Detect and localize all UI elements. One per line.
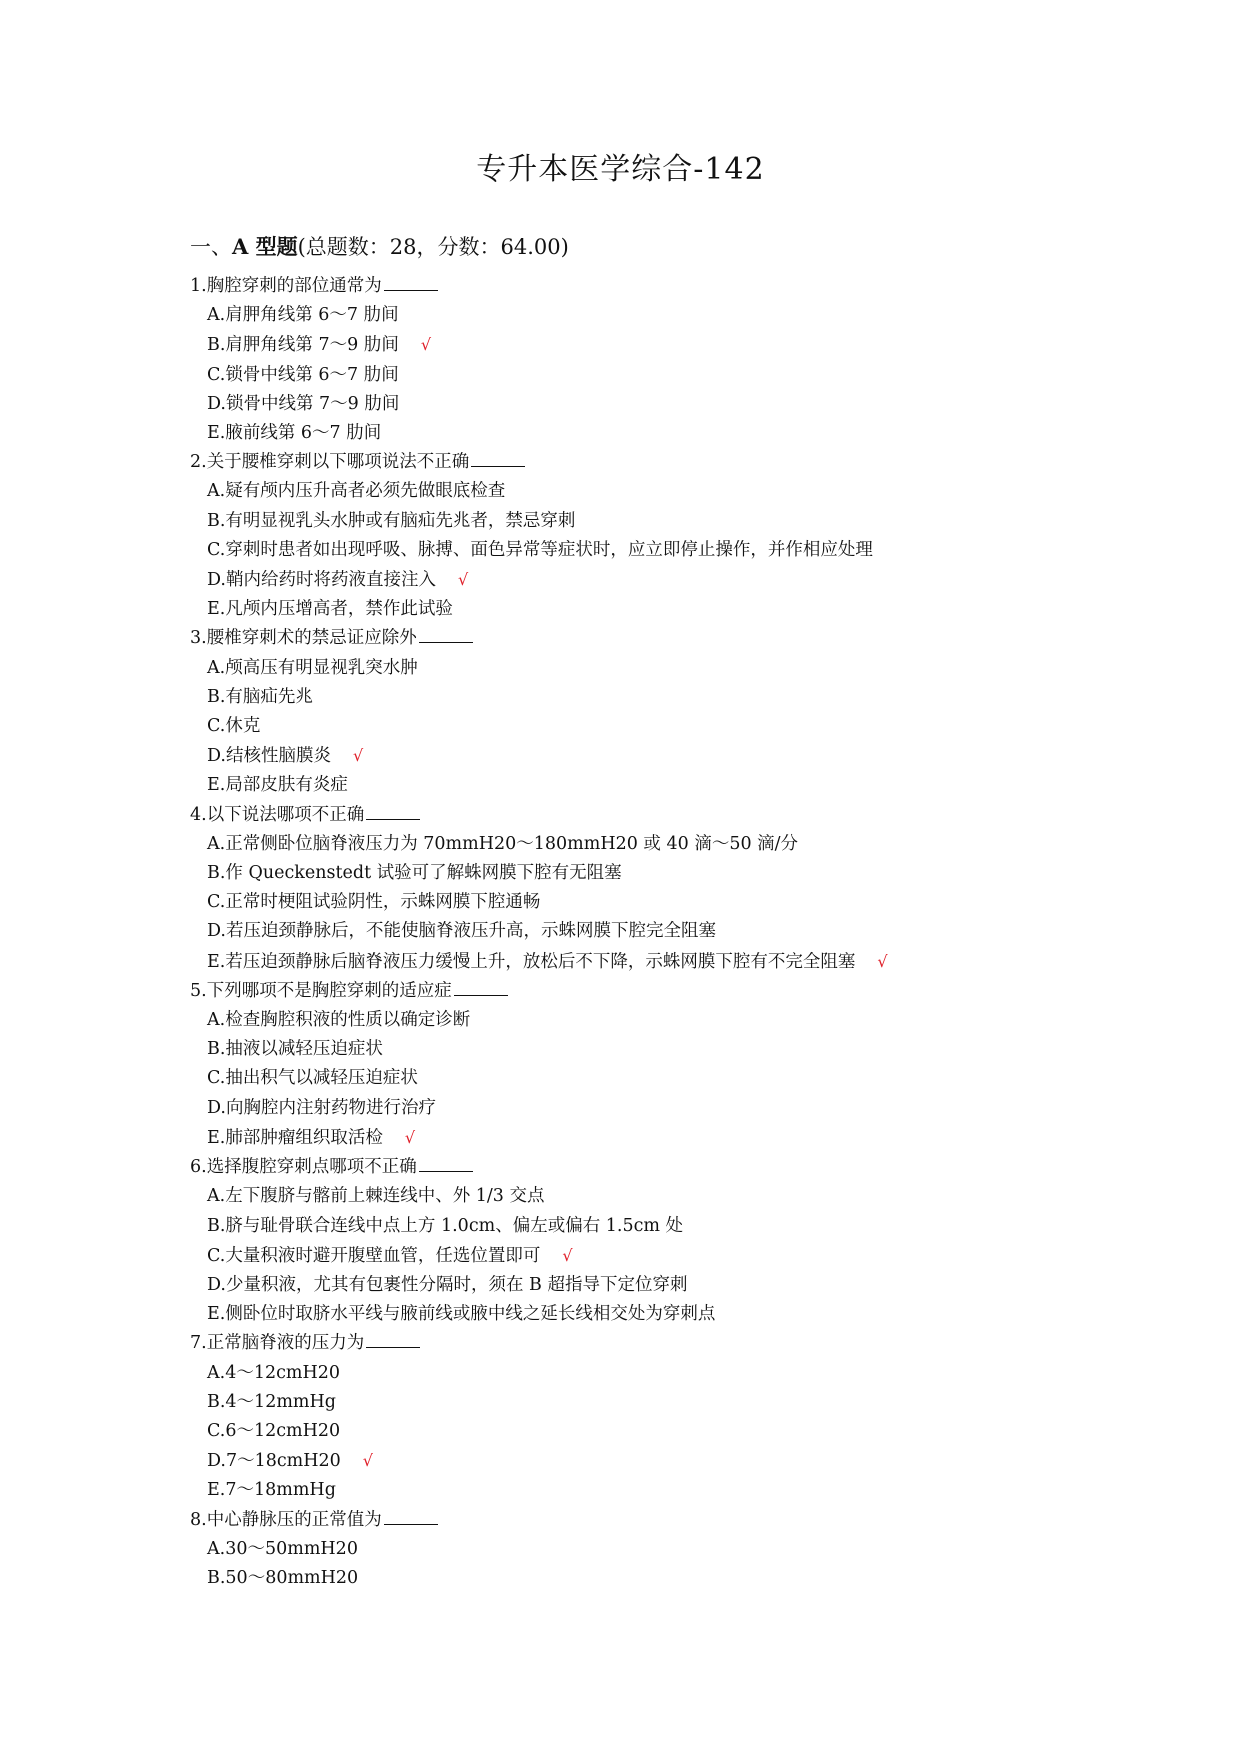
answer-option bbox=[190, 536, 1190, 565]
answer-option-text: B.50～80mmH20 bbox=[207, 1567, 359, 1588]
answer-option-text: C.休克 bbox=[207, 716, 261, 737]
answer-option-text: E.7～18mmHg bbox=[207, 1480, 336, 1501]
answer-option-text: C.正常时梗阻试验阴性，示蛛网膜下腔通畅 bbox=[207, 892, 541, 913]
question-stem bbox=[190, 977, 1190, 1006]
answer-option-text: C.锁骨中线第 6～7 肋间 bbox=[207, 364, 399, 385]
answer-option-text: E.肺部肿瘤组织取活检 bbox=[207, 1127, 383, 1148]
answer-option-text: E.腋前线第 6～7 肋间 bbox=[207, 423, 382, 444]
section-info: (总题数：28，分数：64.00) bbox=[297, 235, 569, 259]
answer-option bbox=[190, 361, 1190, 390]
question-stem bbox=[190, 1329, 1190, 1358]
answer-option bbox=[190, 477, 1190, 506]
answer-option-text: A.检查胸腔积液的性质以确定诊断 bbox=[207, 1010, 471, 1031]
answer-option bbox=[190, 654, 1190, 683]
answer-option-text: E.局部皮肤有炎症 bbox=[207, 775, 348, 796]
answer-option bbox=[190, 1564, 1190, 1593]
answer-option bbox=[190, 830, 1190, 859]
answer-option bbox=[190, 1417, 1190, 1446]
answer-blank bbox=[366, 1345, 420, 1348]
answer-option-text: D.结核性脑膜炎 bbox=[207, 746, 331, 767]
question-item bbox=[190, 1153, 1190, 1329]
question-item bbox=[190, 624, 1190, 800]
answer-option-text: D.向胸腔内注射药物进行治疗 bbox=[207, 1097, 436, 1118]
question-stem-text: 6.选择腹腔穿刺点哪项不正确 bbox=[190, 1157, 417, 1178]
correct-check-icon: √ bbox=[352, 746, 364, 766]
question-stem-text: 5.下列哪项不是胸腔穿刺的适应症 bbox=[190, 980, 452, 1001]
answer-option bbox=[190, 741, 1190, 771]
correct-check-icon: √ bbox=[362, 1451, 373, 1471]
question-stem-text: 4.以下说法哪项不正确 bbox=[190, 804, 365, 825]
question-stem bbox=[190, 1506, 1190, 1535]
answer-option-text: E.侧卧位时取脐水平线与腋前线或腋中线之延长线相交处为穿刺点 bbox=[207, 1304, 716, 1325]
question-stem-text: 2.关于腰椎穿刺以下哪项说法不正确 bbox=[190, 452, 470, 473]
answer-option-text: A.30～50mmH20 bbox=[207, 1538, 358, 1559]
question-stem-text: 3.腰椎穿刺术的禁忌证应除外 bbox=[190, 628, 417, 649]
question-stem bbox=[190, 801, 1190, 830]
answer-option-text: C.抽出积气以减轻压迫症状 bbox=[207, 1068, 418, 1089]
answer-blank bbox=[419, 1169, 473, 1172]
answer-option-text: C.大量积液时避开腹壁血管，任选位置即可 bbox=[207, 1245, 541, 1266]
answer-option bbox=[190, 1035, 1190, 1064]
answer-option-text: B.脐与耻骨联合连线中点上方 1.0cm、偏左或偏右 1.5cm 处 bbox=[207, 1215, 684, 1236]
answer-option bbox=[190, 859, 1190, 888]
answer-option-text: A.4～12cmH20 bbox=[207, 1362, 341, 1383]
answer-blank bbox=[384, 1522, 438, 1525]
answer-option bbox=[190, 888, 1190, 917]
answer-option bbox=[190, 1182, 1190, 1211]
answer-option-text: D.锁骨中线第 7～9 肋间 bbox=[207, 393, 400, 414]
answer-option-text: A.左下腹脐与髂前上棘连线中、外 1/3 交点 bbox=[207, 1186, 545, 1207]
answer-option bbox=[190, 390, 1190, 419]
answer-option-text: D.少量积液，尤其有包裹性分隔时，须在 B 超指导下定位穿刺 bbox=[207, 1274, 688, 1295]
answer-option bbox=[190, 1446, 1190, 1476]
answer-blank bbox=[366, 817, 420, 820]
answer-option bbox=[190, 301, 1190, 330]
answer-option-text: A.颅高压有明显视乳突水肿 bbox=[207, 657, 418, 678]
answer-option-text: A.正常侧卧位脑脊液压力为 70mmH20～180mmH20 或 40 滴～50 滴/分 bbox=[207, 833, 799, 854]
answer-option bbox=[190, 1359, 1190, 1388]
question-item bbox=[190, 1329, 1190, 1505]
answer-blank bbox=[454, 993, 508, 996]
question-item bbox=[190, 272, 1190, 448]
section-heading bbox=[190, 232, 569, 262]
answer-option bbox=[190, 419, 1190, 448]
answer-blank bbox=[419, 640, 473, 643]
answer-option bbox=[190, 1476, 1190, 1505]
answer-blank bbox=[471, 464, 525, 467]
question-stem bbox=[190, 624, 1190, 653]
answer-option-text: D.若压迫颈静脉后，不能使脑脊液压升高，示蛛网膜下腔完全阻塞 bbox=[207, 921, 716, 942]
answer-option-text: A.肩胛角线第 6～7 肋间 bbox=[207, 305, 399, 326]
question-stem-text: 1.胸腔穿刺的部位通常为 bbox=[190, 276, 382, 296]
document-title: 专升本医学综合-142 bbox=[476, 152, 765, 187]
question-item bbox=[190, 801, 1190, 977]
answer-option bbox=[190, 1064, 1190, 1093]
answer-option-text: E.若压迫颈静脉后脑脊液压力缓慢上升，放松后不下降，示蛛网膜下腔有不完全阻塞 bbox=[207, 951, 856, 972]
answer-option-text: E.凡颅内压增高者，禁作此试验 bbox=[207, 599, 453, 620]
answer-option-text: B.有脑疝先兆 bbox=[207, 686, 313, 707]
answer-option bbox=[190, 1212, 1190, 1241]
answer-option bbox=[190, 595, 1190, 624]
answer-option bbox=[190, 712, 1190, 741]
question-item bbox=[190, 448, 1190, 624]
answer-option bbox=[190, 1094, 1190, 1123]
answer-option bbox=[190, 947, 1190, 977]
answer-option-text: B.作 Queckenstedt 试验可了解蛛网膜下腔有无阻塞 bbox=[207, 863, 622, 884]
question-list bbox=[190, 272, 1190, 1593]
answer-option bbox=[190, 1535, 1190, 1564]
correct-check-icon: √ bbox=[562, 1245, 573, 1265]
question-stem bbox=[190, 1153, 1190, 1182]
answer-option bbox=[190, 330, 1190, 360]
answer-option bbox=[190, 917, 1190, 946]
correct-check-icon: √ bbox=[420, 335, 432, 355]
answer-option bbox=[190, 1123, 1190, 1153]
answer-option bbox=[190, 1006, 1190, 1035]
answer-option bbox=[190, 1388, 1190, 1417]
question-stem-text: 8.中心静脉压的正常值为 bbox=[190, 1509, 382, 1530]
answer-option bbox=[190, 1300, 1190, 1329]
answer-blank bbox=[384, 288, 438, 291]
answer-option-text: B.抽液以减轻压迫症状 bbox=[207, 1039, 383, 1060]
correct-check-icon: √ bbox=[877, 951, 888, 971]
answer-option-text: C.穿刺时患者如出现呼吸、脉搏、面色异常等症状时，应立即停止操作，并作相应处理 bbox=[207, 539, 873, 560]
question-stem bbox=[190, 448, 1190, 477]
answer-option-text: D.鞘内给药时将药液直接注入 bbox=[207, 570, 436, 591]
answer-option-text: A.疑有颅内压升高者必须先做眼底检查 bbox=[207, 481, 506, 502]
question-stem-text: 7.正常脑脊液的压力为 bbox=[190, 1333, 365, 1354]
answer-option-text: B.有明显视乳头水肿或有脑疝先兆者，禁忌穿刺 bbox=[207, 510, 576, 531]
answer-option-text: D.7～18cmH20 bbox=[207, 1451, 341, 1472]
question-item bbox=[190, 1506, 1190, 1594]
section-name: A 型题 bbox=[232, 234, 298, 259]
answer-option bbox=[190, 683, 1190, 712]
question-item bbox=[190, 977, 1190, 1153]
correct-check-icon: √ bbox=[404, 1127, 416, 1147]
correct-check-icon: √ bbox=[457, 570, 469, 590]
answer-option bbox=[190, 771, 1190, 800]
answer-option bbox=[190, 1241, 1190, 1271]
answer-option bbox=[190, 565, 1190, 595]
answer-option bbox=[190, 1271, 1190, 1300]
answer-option-text: C.6～12cmH20 bbox=[207, 1420, 341, 1441]
question-stem bbox=[190, 272, 1190, 301]
answer-option bbox=[190, 507, 1190, 536]
section-prefix: 一、 bbox=[190, 235, 232, 259]
answer-option-text: B.4～12mmHg bbox=[207, 1391, 336, 1412]
answer-option-text: B.肩胛角线第 7～9 肋间 bbox=[207, 335, 399, 356]
